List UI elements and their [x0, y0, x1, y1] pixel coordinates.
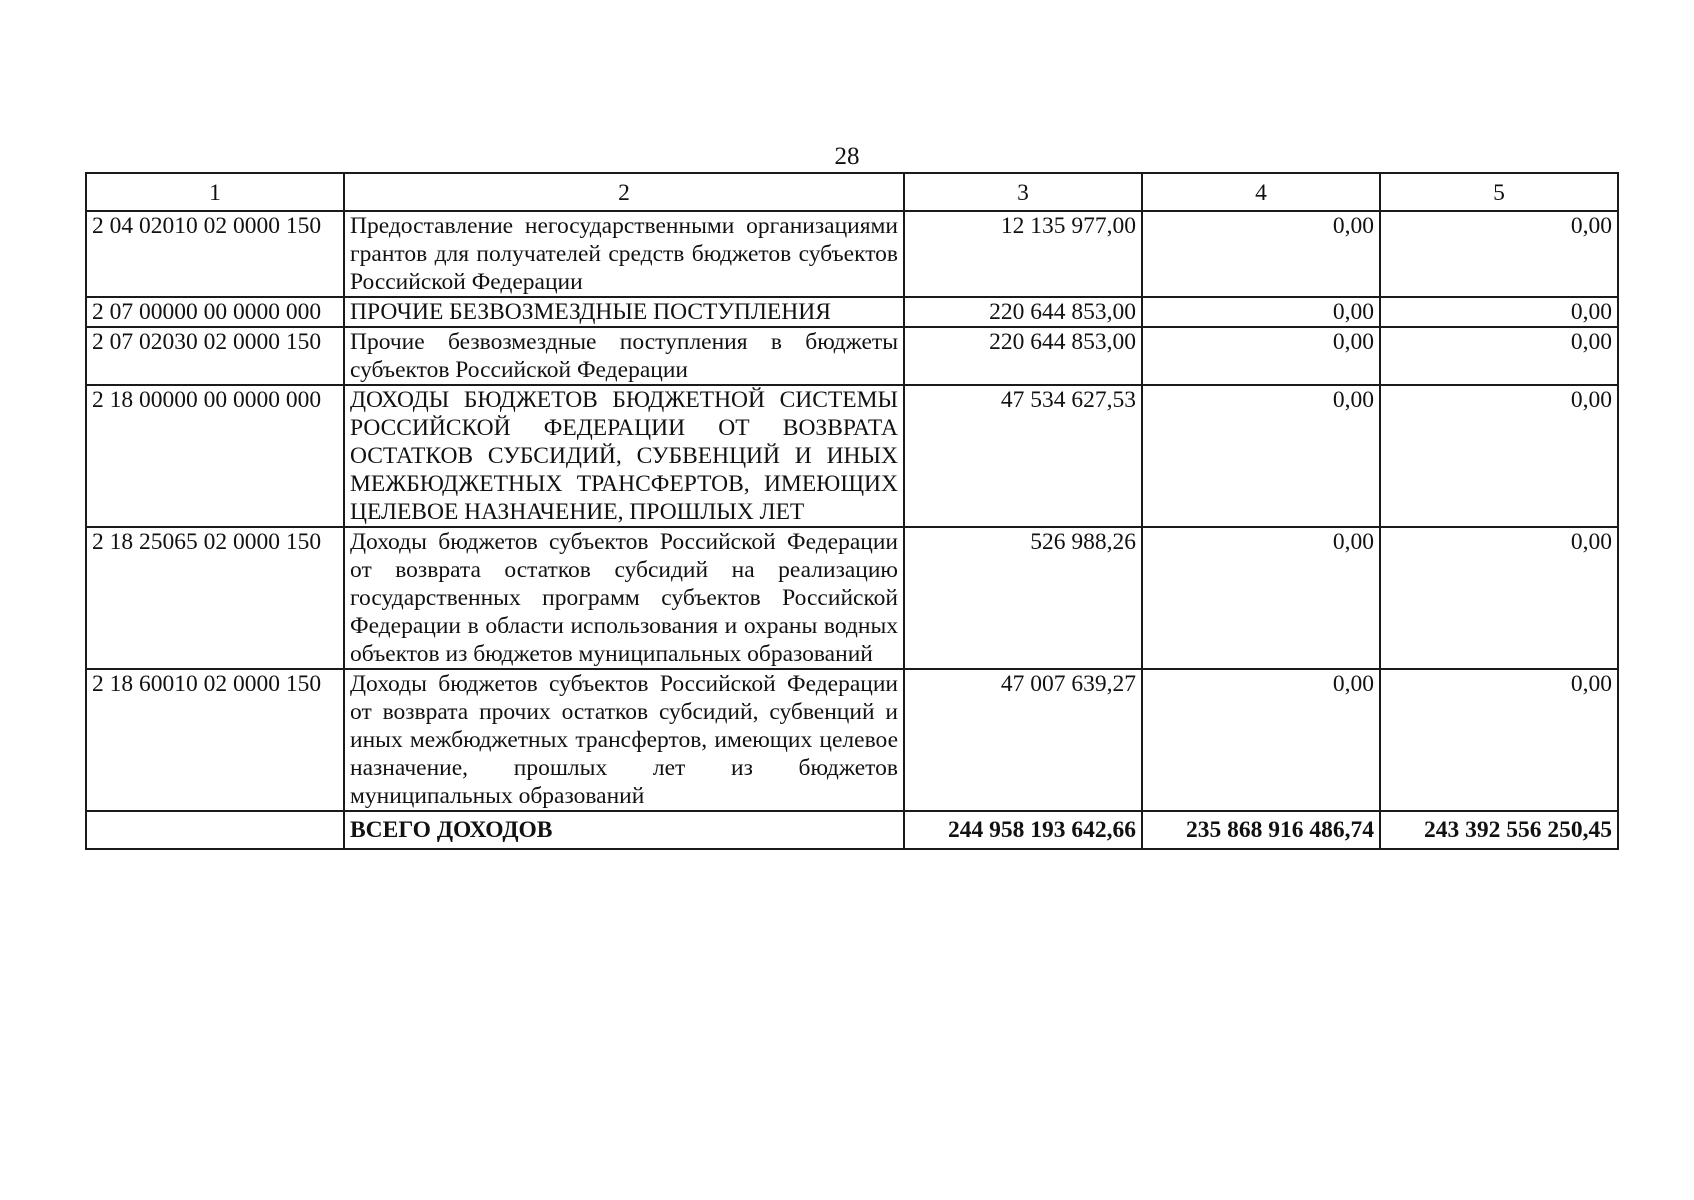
total-value-col4: 235 868 916 486,74 [1142, 811, 1380, 849]
row-code: 2 07 02030 02 0000 150 [86, 327, 344, 385]
row-value-col5: 0,00 [1380, 669, 1618, 811]
page-number: 28 [834, 143, 860, 170]
row-value-col5: 0,00 [1380, 297, 1618, 327]
table-header-row [86, 173, 1618, 211]
row-value-col3: 220 644 853,00 [904, 327, 1142, 385]
revenue-table [85, 172, 1619, 850]
row-code: 2 04 02010 02 0000 150 [86, 211, 344, 297]
row-description: Прочие безвозмездные поступления в бюджеты субъектов Российской Федерации [344, 327, 904, 385]
row-description: Доходы бюджетов субъектов Российской Федерации от возврата прочих остатков субсидий, субвенций и иных межбюджетных трансфертов, имеющих целевое назначение, прошлых лет из бюджетов муниципальных образований [344, 669, 904, 811]
column-header-4: 4 [1142, 173, 1380, 211]
row-value-col4: 0,00 [1142, 669, 1380, 811]
total-value-col3: 244 958 193 642,66 [904, 811, 1142, 849]
total-label: ВСЕГО ДОХОДОВ [344, 811, 904, 849]
row-code: 2 18 00000 00 0000 000 [86, 385, 344, 527]
table-row [86, 327, 1618, 385]
row-description: ДОХОДЫ БЮДЖЕТОВ БЮДЖЕТНОЙ СИСТЕМЫ РОССИЙСКОЙ ФЕДЕРАЦИИ ОТ ВОЗВРАТА ОСТАТКОВ СУБСИДИЙ, СУБВЕНЦИЙ И ИНЫХ МЕЖБЮДЖЕТНЫХ ТРАНСФЕРТОВ, ИМЕЮЩИХ ЦЕЛЕВОЕ НАЗНАЧЕНИЕ, ПРОШЛЫХ ЛЕТ [344, 385, 904, 527]
row-value-col3: 526 988,26 [904, 527, 1142, 669]
row-value-col5: 0,00 [1380, 385, 1618, 527]
row-value-col3: 47 534 627,53 [904, 385, 1142, 527]
row-code: 2 18 60010 02 0000 150 [86, 669, 344, 811]
column-header-1: 1 [86, 173, 344, 211]
row-description: Предоставление негосударственными организациями грантов для получателей средств бюджетов субъектов Российской Федерации [344, 211, 904, 297]
row-description: Доходы бюджетов субъектов Российской Федерации от возврата остатков субсидий на реализацию государственных программ субъектов Российской Федерации в области использования и охраны водных объектов из бюджетов муниципальных образований [344, 527, 904, 669]
column-header-2: 2 [344, 173, 904, 211]
total-row [86, 811, 1618, 849]
row-value-col3: 47 007 639,27 [904, 669, 1142, 811]
row-value-col4: 0,00 [1142, 327, 1380, 385]
row-code: 2 07 00000 00 0000 000 [86, 297, 344, 327]
row-value-col5: 0,00 [1380, 327, 1618, 385]
row-value-col5: 0,00 [1380, 211, 1618, 297]
column-header-5: 5 [1380, 173, 1618, 211]
row-value-col4: 0,00 [1142, 297, 1380, 327]
row-value-col4: 0,00 [1142, 527, 1380, 669]
table-row [86, 669, 1618, 811]
row-code: 2 18 25065 02 0000 150 [86, 527, 344, 669]
row-value-col5: 0,00 [1380, 527, 1618, 669]
table-row [86, 527, 1618, 669]
table-row [86, 297, 1618, 327]
table-row [86, 211, 1618, 297]
total-code-empty [86, 811, 344, 849]
row-value-col3: 12 135 977,00 [904, 211, 1142, 297]
column-header-3: 3 [904, 173, 1142, 211]
table-row [86, 385, 1618, 527]
row-description: ПРОЧИЕ БЕЗВОЗМЕЗДНЫЕ ПОСТУПЛЕНИЯ [344, 297, 904, 327]
row-value-col4: 0,00 [1142, 385, 1380, 527]
row-value-col4: 0,00 [1142, 211, 1380, 297]
row-value-col3: 220 644 853,00 [904, 297, 1142, 327]
total-value-col5: 243 392 556 250,45 [1380, 811, 1618, 849]
